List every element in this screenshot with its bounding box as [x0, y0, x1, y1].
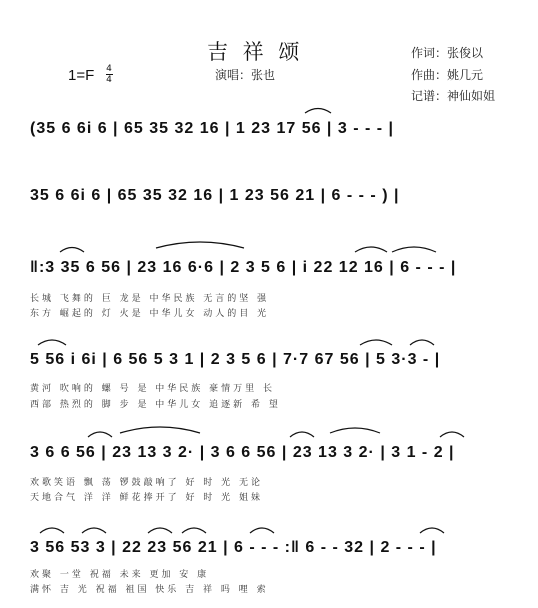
slur [148, 528, 172, 533]
key-signature: 1=F [68, 67, 95, 84]
slur [440, 432, 464, 437]
score-line-5: 3 6 6 56 | 23 13 3 2· | 3 6 6 56 | 23 13 3 2· | 3 1 - 2 | [30, 444, 455, 461]
slur [88, 432, 112, 437]
time-signature: 4 4 [106, 64, 112, 85]
lyric-line-6b: 满怀 吉 光 祝福 祖国 快乐 吉 祥 吗 哩 索 [30, 585, 269, 595]
lyric-line-4a: 黄河 吹响的 螺 号 是 中华民族 豪情万里 长 [30, 384, 276, 394]
score-line-4: 5 56 i 6i | 6 56 5 3 1 | 2 3 5 6 | 7·7 67 56 | 5 3·3 - | [30, 351, 441, 368]
slur [410, 340, 434, 345]
lyric-line-3a: 长城 飞舞的 巨 龙是 中华民族 无言的坚 强 [30, 294, 270, 304]
slur [392, 247, 436, 252]
slur [156, 242, 244, 248]
score-line-1: (35 6 6i 6 | 65 35 32 16 | 1 23 17 56 | 3 - - - | [30, 120, 394, 137]
score-line-3: ‖:3 35 6 56 | 23 16 6·6 | 2 3 5 6 | i 22 12 16 | 6 - - - | [30, 259, 457, 276]
lyricist-credit: 作词：张俊以 [411, 46, 484, 60]
lyric-line-5a: 欢歌笑语 飘 荡 锣鼓敲响了 好 时 光 无论 [30, 478, 264, 488]
lyric-line-4b: 西部 热烈的 脚 步 是 中华儿女 追逐新 希 望 [30, 400, 281, 410]
slur [290, 432, 314, 437]
slur [250, 528, 274, 533]
score-line-2: 35 6 6i 6 | 65 35 32 16 | 1 23 56 21 | 6 - - - ) | [30, 187, 400, 204]
lyric-line-3b: 东方 崛起的 灯 火是 中华儿女 动人的目 光 [30, 309, 270, 319]
slur [360, 340, 392, 345]
transcriber-credit: 记谱：神仙如姐 [411, 89, 496, 103]
singer-credit: 演唱：张也 [215, 68, 276, 82]
lyric-line-6a: 欢聚 一堂 祝福 未来 更加 安 康 [30, 570, 210, 580]
slur [420, 528, 444, 533]
score-line-6: 3 56 53 3 | 22 23 56 21 | 6 - - - :‖ 6 - - 32 | 2 - - - | [30, 539, 437, 556]
slur [38, 340, 66, 345]
slur [40, 528, 64, 533]
slur [305, 109, 331, 114]
slur [355, 247, 387, 252]
slur [182, 528, 206, 533]
slur [120, 427, 200, 433]
page-title: 吉 祥 颂 [207, 40, 304, 64]
composer-credit: 作曲：姚几元 [411, 68, 484, 82]
slur [330, 428, 380, 433]
slur [82, 528, 106, 533]
slur [60, 248, 84, 253]
lyric-line-5b: 天地合气 洋 洋 鲜花捧开了 好 时 光 姐妹 [30, 493, 264, 503]
